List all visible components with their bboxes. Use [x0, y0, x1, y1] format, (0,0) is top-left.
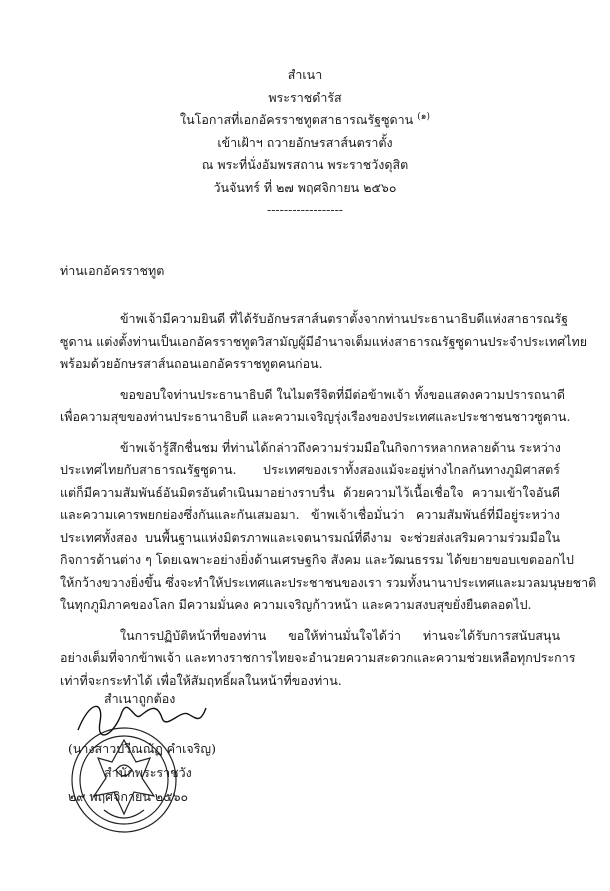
- paragraph-line: พร้อมด้วยอักษรสาส์นถอนเอกอัครราชทูตคนก่อน.: [60, 356, 323, 371]
- paragraph-2: [60, 384, 571, 429]
- paragraph-line: และความเคารพยกย่องซึ่งกันและกันเสมอมา. ข้าพเจ้าเชื่อมั่นว่า ความสัมพันธ์ที่มีอยู่ระหว่าง: [60, 507, 560, 522]
- divider-line: ------------------: [266, 202, 344, 217]
- paragraph-line: แต่ก็มีความสัมพันธ์อันมิตรอันดำเนินมาอย่างราบรื่น ด้วยความไว้เนื้อเชื่อใจ ความเข้าใจอันดี: [60, 484, 560, 500]
- speech-header: [0, 64, 610, 222]
- paragraph-4: [60, 625, 576, 693]
- paragraph-line: ประเทศไทยกับสาธารณรัฐซูดาน. ประเทศของเราทั้งสองแม้จะอยู่ห่างไกลกันทางภูมิศาสตร์: [60, 462, 560, 477]
- certification-date: ๒๙ พฤศจิกายน ๒๕๖๐: [68, 789, 189, 804]
- copy-label: สำเนา: [287, 67, 323, 82]
- paragraph-line: ขอขอบใจท่านประธานาธิบดี ในไมตรีจิตที่มีต่อข้าพเจ้า ทั้งขอแสดงความปรารถนาดี: [120, 386, 566, 402]
- certified-label: สำเนาถูกต้อง: [104, 691, 176, 706]
- certification-block: [68, 688, 304, 810]
- speech-title: พระราชดำรัส: [268, 89, 342, 105]
- paragraph-line: กิจการด้านต่าง ๆ โดยเฉพาะอย่างยิ่งด้านเศรษฐกิจ สังคม และวัฒนธรรม ได้ขยายขอบเขตออกไป: [60, 552, 574, 567]
- audience-line: เข้าเฝ้าฯ ถวายอักษรสาส์นตราตั้ง: [217, 134, 393, 150]
- signature-spacer: [104, 712, 304, 738]
- paragraph-1: [60, 308, 588, 376]
- certifier-name: (นางสาวปวีณณัฏ คำเจริญ): [68, 741, 216, 756]
- speech-body: [60, 308, 597, 700]
- date-line: วันจันทร์ ที่ ๒๗ พฤศจิกายน ๒๕๖๐: [213, 179, 397, 195]
- occasion-line: [0, 109, 610, 132]
- paragraph-line: ให้กว้างขวางยิ่งขึ้น ซึ่งจะทำให้ประเทศและประชาชนของเรา รวมทั้งนานาประเทศและมวลมนุษยชาติ: [60, 574, 597, 590]
- paragraph-line: ประเทศทั้งสอง บนพื้นฐานแห่งมิตรภาพและเจตนารมณ์ที่ดีงาม จะช่วยส่งเสริมความร่วมมือใน: [60, 529, 560, 545]
- paragraph-line: อย่างเต็มที่จากข้าพเจ้า และทางราชการไทยจะอำนวยความสะดวกและความช่วยเหลือทุกประการ: [60, 650, 576, 665]
- paragraph-line: ซูดาน แต่งตั้งท่านเป็นเอกอัครราชทูตวิสามัญผู้มีอำนาจเต็มแห่งสาธารณรัฐซูดานประจำประเทศไทย: [60, 333, 588, 349]
- paragraph-line: ข้าพเจ้ามีความยินดี ที่ได้รับอักษรสาส์นตราตั้งจากท่านประธานาธิบดีแห่งสาธารณรัฐ: [120, 311, 569, 326]
- place-line: ณ พระที่นั่งอัมพรสถาน พระราชวังดุสิต: [201, 157, 409, 172]
- occasion-text: ในโอกาสที่เอกอัครราชทูตสาธารณรัฐซูดาน: [180, 112, 414, 127]
- paragraph-line: ข้าพเจ้ารู้สึกชื่นชม ที่ท่านได้กล่าวถึงความร่วมมือในกิจการหลากหลายด้าน ระหว่าง: [120, 439, 561, 455]
- paragraph-line: ในการปฏิบัติหน้าที่ของท่าน ขอให้ท่านมั่นใจได้ว่า ท่านจะได้รับการสนับสนุน: [120, 627, 560, 643]
- footnote-mark: (๑): [417, 111, 430, 122]
- certifier-office: สำนักพระราชวัง: [104, 765, 192, 780]
- paragraph-line: ในทุกภูมิภาคของโลก มีความมั่นคง ความเจริญก้าวหน้า และความสงบสุขยั่งยืนตลอดไป.: [60, 597, 532, 612]
- paragraph-line: เท่าที่จะกระทำได้ เพื่อให้สัมฤทธิ์ผลในหน้าที่ของท่าน.: [60, 672, 342, 688]
- salutation: ท่านเอกอัครราชทูต: [60, 263, 165, 278]
- paragraph-3: [60, 437, 597, 617]
- paragraph-line: เพื่อความสุขของท่านประธานาธิบดี และความเจริญรุ่งเรืองของประเทศและประชาชนชาวซูดาน.: [60, 409, 571, 424]
